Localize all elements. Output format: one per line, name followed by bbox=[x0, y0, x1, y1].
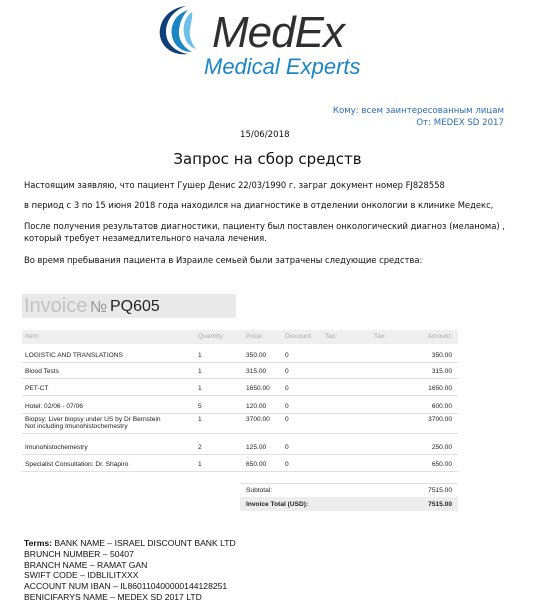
medex-globe-icon bbox=[152, 2, 214, 58]
payment-terms bbox=[24, 538, 236, 603]
row-discount: 0 bbox=[285, 403, 289, 410]
row-discount: 0 bbox=[285, 385, 289, 392]
logo-tagline: Medical Experts bbox=[204, 54, 361, 79]
paragraph-period: в период с 3 по 15 июня 2018 года находился на диагностике в отделении онкологии в клинике Медекс, bbox=[24, 200, 494, 210]
row-item: Biopsy: Liver biopsy under US by Dr Bernstein bbox=[25, 416, 161, 423]
header-amount: Amount: bbox=[427, 333, 452, 340]
row-item-note: Not including Imunohistochemestry bbox=[25, 423, 128, 430]
invoice-total-label: Invoice Total (USD): bbox=[246, 501, 309, 508]
row-quantity: 2 bbox=[198, 444, 202, 451]
row-item: PET-CT bbox=[25, 385, 49, 392]
terms-swift-code: SWIFT CODE – IDBLILITXXX bbox=[24, 570, 139, 581]
row-item: Imunohistochemestry bbox=[25, 444, 88, 451]
invoice-number: PQ605 bbox=[110, 298, 160, 315]
row-price: 125.00 bbox=[246, 444, 267, 451]
row-item: Specialist Consultation: Dr. Shapiro bbox=[25, 461, 129, 468]
header-tax-2: Tax: bbox=[374, 333, 387, 340]
row-amount: 315.00 bbox=[431, 368, 452, 375]
terms-brunch-number: BRUNCH NUMBER – 50407 bbox=[24, 548, 134, 559]
row-discount: 0 bbox=[285, 352, 289, 359]
row-discount: 0 bbox=[285, 444, 289, 451]
row-discount: 0 bbox=[285, 461, 289, 468]
row-price: 650.00 bbox=[246, 461, 267, 468]
row-amount: 3700.00 bbox=[428, 416, 452, 423]
terms-bank-name: BANK NAME – ISRAEL DISCOUNT BANK LTD bbox=[54, 538, 236, 548]
letter-title: Запрос на сбор средств bbox=[173, 150, 362, 168]
header-discount: Discount: bbox=[285, 333, 313, 340]
invoice-table-header bbox=[22, 330, 458, 344]
table-row-divider bbox=[22, 362, 458, 363]
sender-line: От: MEDEX SD 2017 bbox=[416, 118, 504, 128]
table-row-divider bbox=[22, 378, 458, 379]
paragraph-patient: Настоящим заявляю, что пациент Гушер Денис 22/03/1990 г. заграг документ номер FJ828558 bbox=[24, 180, 445, 190]
row-quantity: 1 bbox=[198, 352, 202, 359]
terms-branch-name: BRANCH NAME – RAMAT GAN bbox=[24, 559, 148, 570]
row-price: 315.00 bbox=[246, 368, 267, 375]
row-item: Hotel: 02/06 - 07/06 bbox=[25, 403, 83, 410]
table-row-divider bbox=[22, 433, 458, 434]
row-quantity: 5 bbox=[198, 403, 202, 410]
row-discount: 0 bbox=[285, 416, 289, 423]
paragraph-diagnosis-line2: который требует незамедлительного начала лечения. bbox=[24, 233, 267, 243]
paragraph-diagnosis bbox=[24, 220, 519, 244]
row-quantity: 1 bbox=[198, 385, 202, 392]
subtotal-label: Subtotal: bbox=[246, 487, 273, 494]
row-price: 1650.00 bbox=[246, 385, 270, 392]
table-row-divider bbox=[22, 395, 458, 396]
row-price: 350.00 bbox=[246, 352, 267, 359]
table-row-divider bbox=[22, 454, 458, 455]
terms-iban: ACCOUNT NUM IBAN – IL860110400000144128251 bbox=[24, 581, 228, 592]
letter-date: 15/06/2018 bbox=[240, 130, 290, 140]
row-amount: 650.00 bbox=[431, 461, 452, 468]
row-item: Blood Tests bbox=[25, 368, 59, 375]
paragraph-expenses: Во время пребывания пациента в Израиле семьей были затрачены следующие средства: bbox=[24, 255, 423, 265]
subtotal-divider bbox=[240, 483, 458, 484]
row-discount: 0 bbox=[285, 368, 289, 375]
row-amount: 350.00 bbox=[431, 352, 452, 359]
header-price: Price: bbox=[246, 333, 263, 340]
row-quantity: 1 bbox=[198, 461, 202, 468]
header-quantity: Quantity: bbox=[198, 333, 225, 340]
medex-logo bbox=[152, 2, 382, 82]
recipient-line: Кому: всем заинтересованным лицам bbox=[332, 106, 504, 116]
terms-label: Terms: bbox=[24, 538, 53, 548]
invoice-header bbox=[22, 294, 236, 318]
logo-wordmark: MedEx bbox=[212, 8, 344, 57]
terms-beneficiary: BENICIFARYS NAME – MEDEX SD 2017 LTD bbox=[24, 591, 202, 602]
paragraph-diagnosis-line1: После получения результатов диагностики, пациенту был поставлен онкологический диагноз (меланома) , bbox=[24, 221, 505, 231]
row-price: 120.00 bbox=[246, 403, 267, 410]
table-row-divider bbox=[22, 471, 458, 472]
row-price: 3700.00 bbox=[246, 416, 270, 423]
subtotal-value: 7515.00 bbox=[428, 487, 452, 494]
invoice-total-value: 7515.00 bbox=[428, 501, 452, 508]
row-amount: 250.00 bbox=[431, 444, 452, 451]
row-amount: 1650.00 bbox=[428, 385, 452, 392]
invoice-word: Invoice bbox=[24, 295, 88, 317]
row-item: LOGISTIC AND TRANSLATIONS bbox=[25, 352, 123, 359]
row-quantity: 1 bbox=[198, 368, 202, 375]
header-item: Item: bbox=[25, 333, 40, 340]
table-row-divider bbox=[22, 413, 458, 414]
invoice-number-label: № bbox=[90, 299, 108, 316]
row-amount: 600.00 bbox=[431, 403, 452, 410]
row-quantity: 1 bbox=[198, 416, 202, 423]
header-tax-1: Tax: bbox=[325, 333, 338, 340]
